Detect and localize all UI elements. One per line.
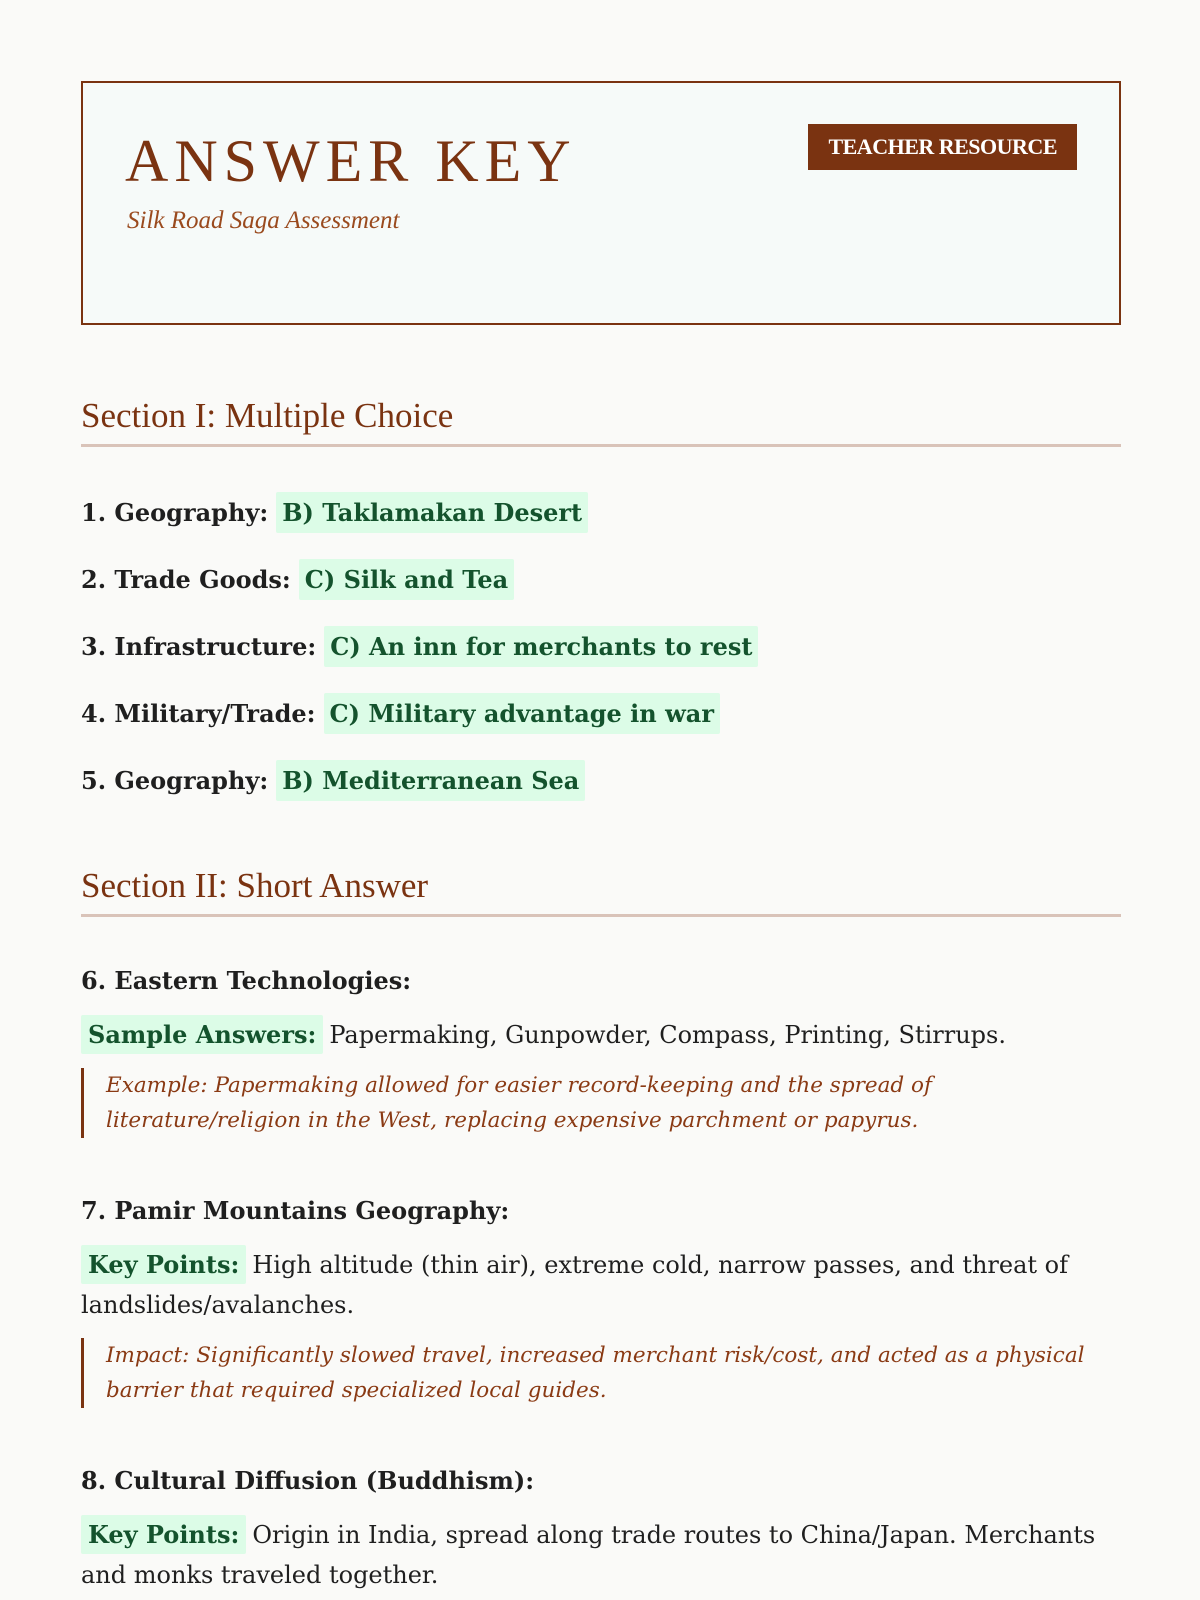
section-title: Section I: Multiple Choice [81,396,454,435]
mc-item [81,760,585,801]
mc-answer: B) Mediterranean Sea [276,760,585,801]
mc-item [81,626,758,667]
mc-answer: C) Silk and Tea [299,559,514,600]
answer-tag: Key Points: [81,1245,246,1284]
page-subtitle: Silk Road Saga Assessment [127,207,400,234]
answer-tag: Key Points: [81,1515,246,1554]
answer-paragraph [81,1015,1121,1055]
answer-text: High altitude (thin air), extreme cold, narrow passes, and threat of landslides/avalanches. [81,1251,1069,1319]
mc-item [81,492,588,533]
section-multiple-choice-heading [81,396,1121,447]
mc-label: 3. Infrastructure: [81,632,317,661]
answer-paragraph [81,1245,1121,1325]
mc-item [81,693,720,734]
header-box [81,81,1121,325]
mc-label: 1. Geography: [81,498,269,527]
mc-label: 5. Geography: [81,766,269,795]
teacher-resource-badge: TEACHER RESOURCE [808,124,1077,170]
answer-text: Origin in India, spread along trade routes to China/Japan. Merchants and monks traveled together. [81,1521,1096,1589]
answer-tag: Sample Answers: [81,1015,323,1054]
mc-answer: C) An inn for merchants to rest [324,626,758,667]
mc-label: 4. Military/Trade: [81,699,316,728]
mc-answer: C) Military advantage in war [324,693,720,734]
answer-note: Impact: Significantly slowed travel, increased merchant risk/cost, and acted as a physical barrier that required specialized local guides. [81,1338,1116,1408]
mc-label: 2. Trade Goods: [81,565,291,594]
answer-paragraph [81,1515,1121,1595]
question-title: 6. Eastern Technologies: [81,966,412,995]
question-title: 7. Pamir Mountains Geography: [81,1196,510,1225]
answer-note: Example: Papermaking allowed for easier record-keeping and the spread of literature/religion in the West, replacing expensive parchment or papyrus. [81,1068,1116,1138]
mc-answer: B) Taklamakan Desert [276,492,588,533]
section-title: Section II: Short Answer [81,866,429,905]
answer-text: Papermaking, Gunpowder, Compass, Printing, Stirrups. [329,1021,1006,1049]
mc-item [81,559,514,600]
question-title: 8. Cultural Diffusion (Buddhism): [81,1466,535,1495]
page-title: ANSWER KEY [125,128,577,194]
section-short-answer-heading [81,866,1121,917]
